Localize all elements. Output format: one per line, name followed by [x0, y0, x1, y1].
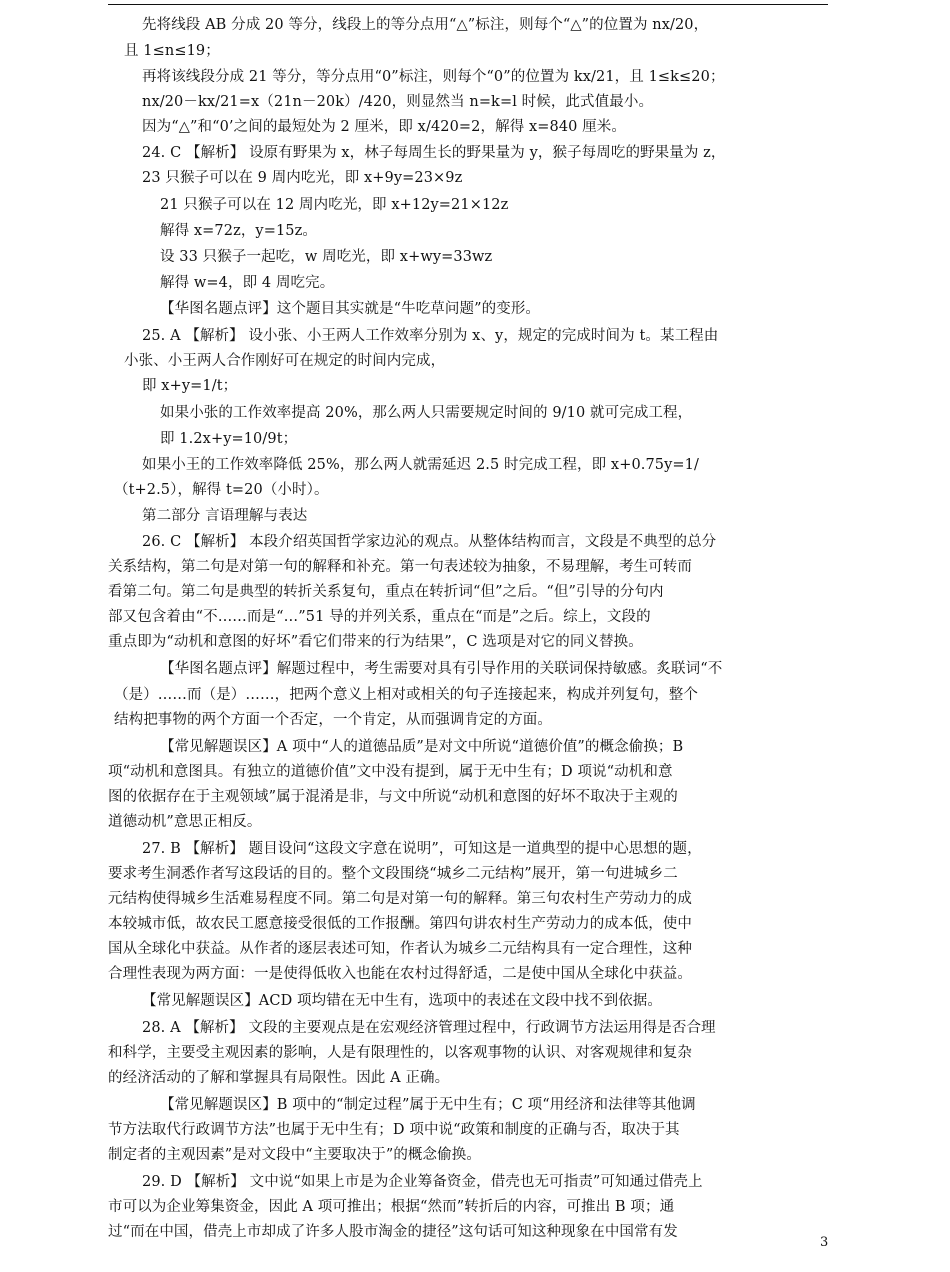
comment-line: 【华图名题点评】解题过程中，考生需要对具有引导作用的关联词保持敏感。炙联词“不	[160, 661, 723, 677]
mistake-note-line: 【常见解题误区】B 项中的“制定过程”属于无中生有；C 项“用经济和法律等其他调	[160, 1097, 696, 1113]
text-line: 过“而在中国，借壳上市却成了许多人股市淘金的捷径”这句话可知这种现象在中国常有发	[108, 1224, 678, 1240]
text-line: 制定者的主观因素”是对文段中“主要取决于”的概念偷换。	[108, 1147, 481, 1163]
question-28-line: 28. A 【解析】 文段的主要观点是在宏观经济管理过程中，行政调节方法运用得是否合理	[142, 1020, 716, 1036]
page-number: 3	[820, 1235, 829, 1250]
text-line: 和科学，主要受主观因素的影响，人是有限理性的，以客观事物的认识、对客观规律和复杂	[108, 1045, 692, 1061]
text-line: 重点即为“动机和意图的好坏”看它们带来的行为结果”，C 选项是对它的同义替换。	[108, 634, 643, 650]
text-line: 图的依据存在于主观领域”属于混淆是非，与文中所说“动机和意图的好坏不取决于主观的	[108, 789, 678, 805]
text-line: 如果小张的工作效率提高 20%，那么两人只需要规定时间的 9/10 就可完成工程，	[160, 405, 693, 421]
text-line: 道德动机”意思正相反。	[108, 814, 262, 830]
question-24-line: 24. C 【解析】 设原有野果为 x，林子每周生长的野果量为 y，猴子每周吃的野果量为 z，	[142, 145, 726, 161]
text-line: 关系结构，第二句是对第一句的解释和补充。第一句表述较为抽象，不易理解，考生可转而	[108, 559, 692, 575]
text-line: 因为“△”和“0’之间的最短处为 2 厘米，即 x/420=2，解得 x=840 厘米。	[142, 119, 627, 135]
text-line: 看第二句。第二句是典型的转折关系复句，重点在转折词“但”之后。“但”引导的分句内	[108, 584, 664, 600]
text-line: 项“动机和意图具。有独立的道德价值”文中没有提到，属于无中生有；D 项说“动机和意	[108, 764, 673, 780]
text-line: （是）……而（是）……，把两个意义上相对或相关的句子连接起来，构成并列复句，整个	[114, 687, 698, 703]
text-line: 市可以为企业筹集资金，因此 A 项可推出；根据“然而”转折后的内容，可推出 B 项；通	[108, 1199, 675, 1215]
text-line: （t+2.5），解得 t=20（小时）。	[114, 482, 329, 498]
question-27-line: 27. B 【解析】 题目设问“这段文字意在说明”，可知这是一道典型的提中心思想的题，	[142, 841, 702, 857]
question-26-line: 26. C 【解析】 本段介绍英国哲学家边沁的观点。从整体结构而言，文段是不典型的总分	[142, 534, 717, 550]
text-line: 小张、小王两人合作刚好可在规定的时间内完成，	[124, 353, 446, 369]
mistake-note-line: 【常见解题误区】A 项中“人的道德品质”是对文中所说“道德价值”的概念偷换；B	[160, 739, 684, 755]
question-29-line: 29. D 【解析】 文中说“如果上市是为企业筹备资金，借壳也无可指责”可知通过借壳上	[142, 1174, 703, 1190]
text-line: 先将线段 AB 分成 20 等分，线段上的等分点用“△”标注，则每个“△”的位置为 nx/20，	[142, 17, 709, 33]
text-line: 如果小王的工作效率降低 25%，那么两人就需延迟 2.5 时完成工程，即 x+0.75y=1/	[142, 457, 699, 473]
header-rule	[108, 4, 828, 5]
text-line: 设 33 只猴子一起吃，w 周吃光，即 x+wy=33wz	[160, 249, 493, 265]
text-line: 元结构使得城乡生活难易程度不同。第二句是对第一句的解释。第三句农村生产劳动力的成	[108, 891, 692, 907]
text-line: nx/20－kx/21=x（21n－20k）/420，则显然当 n=k=l 时候，此式值最小。	[142, 94, 654, 110]
text-line: 21 只猴子可以在 12 周内吃光，即 x+12y=21×12z	[160, 197, 509, 213]
text-line: 即 x+y=1/t；	[142, 378, 238, 394]
text-line: 且 1≤n≤19；	[124, 43, 220, 59]
comment-line: 【华图名题点评】这个题目其实就是“牛吃草问题”的变形。	[160, 301, 541, 317]
text-line: 结构把事物的两个方面一个否定，一个肯定，从而强调肯定的方面。	[114, 712, 552, 728]
text-line: 合理性表现为两方面：一是使得低收入也能在农村过得舒适，二是使中国从全球化中获益。	[108, 966, 692, 982]
text-line: 要求考生洞悉作者写这段话的目的。整个文段围绕“城乡二元结构”展开，第一句进城乡二	[108, 866, 678, 882]
text-line: 的经济活动的了解和掌握具有局限性。因此 A 正确。	[108, 1070, 450, 1086]
text-line: 本较城市低，故农民工愿意接受很低的工作报酬。第四句讲农村生产劳动力的成本低，使中	[108, 916, 692, 932]
text-line: 解得 x=72z，y=15z。	[160, 223, 317, 239]
section-heading: 第二部分 言语理解与表达	[142, 508, 308, 524]
mistake-note-line: 【常见解题误区】ACD 项均错在无中生有，选项中的表述在文段中找不到依据。	[142, 993, 662, 1009]
text-line: 再将该线段分成 21 等分，等分点用“0”标注，则每个“0”的位置为 kx/21，且 1≤k≤20；	[142, 69, 725, 85]
text-line: 解得 w=4，即 4 周吃完。	[160, 275, 335, 291]
text-line: 节方法取代行政调节方法”也属于无中生有；D 项中说“政策和制度的正确与否，取决于其	[108, 1122, 680, 1138]
text-line: 部又包含着由“不……而是“…”51 导的并列关系，重点在“而是”之后。综上，文段的	[108, 609, 651, 625]
question-25-line: 25. A 【解析】 设小张、小王两人工作效率分别为 x、y，规定的完成时间为 t。某工程由	[142, 328, 719, 344]
text-line: 即 1.2x+y=10/9t；	[160, 431, 298, 447]
text-line: 23 只猴子可以在 9 周内吃光，即 x+9y=23×9z	[142, 170, 463, 186]
text-line: 国从全球化中获益。从作者的逐层表述可知，作者认为城乡二元结构具有一定合理性，这种	[108, 941, 692, 957]
